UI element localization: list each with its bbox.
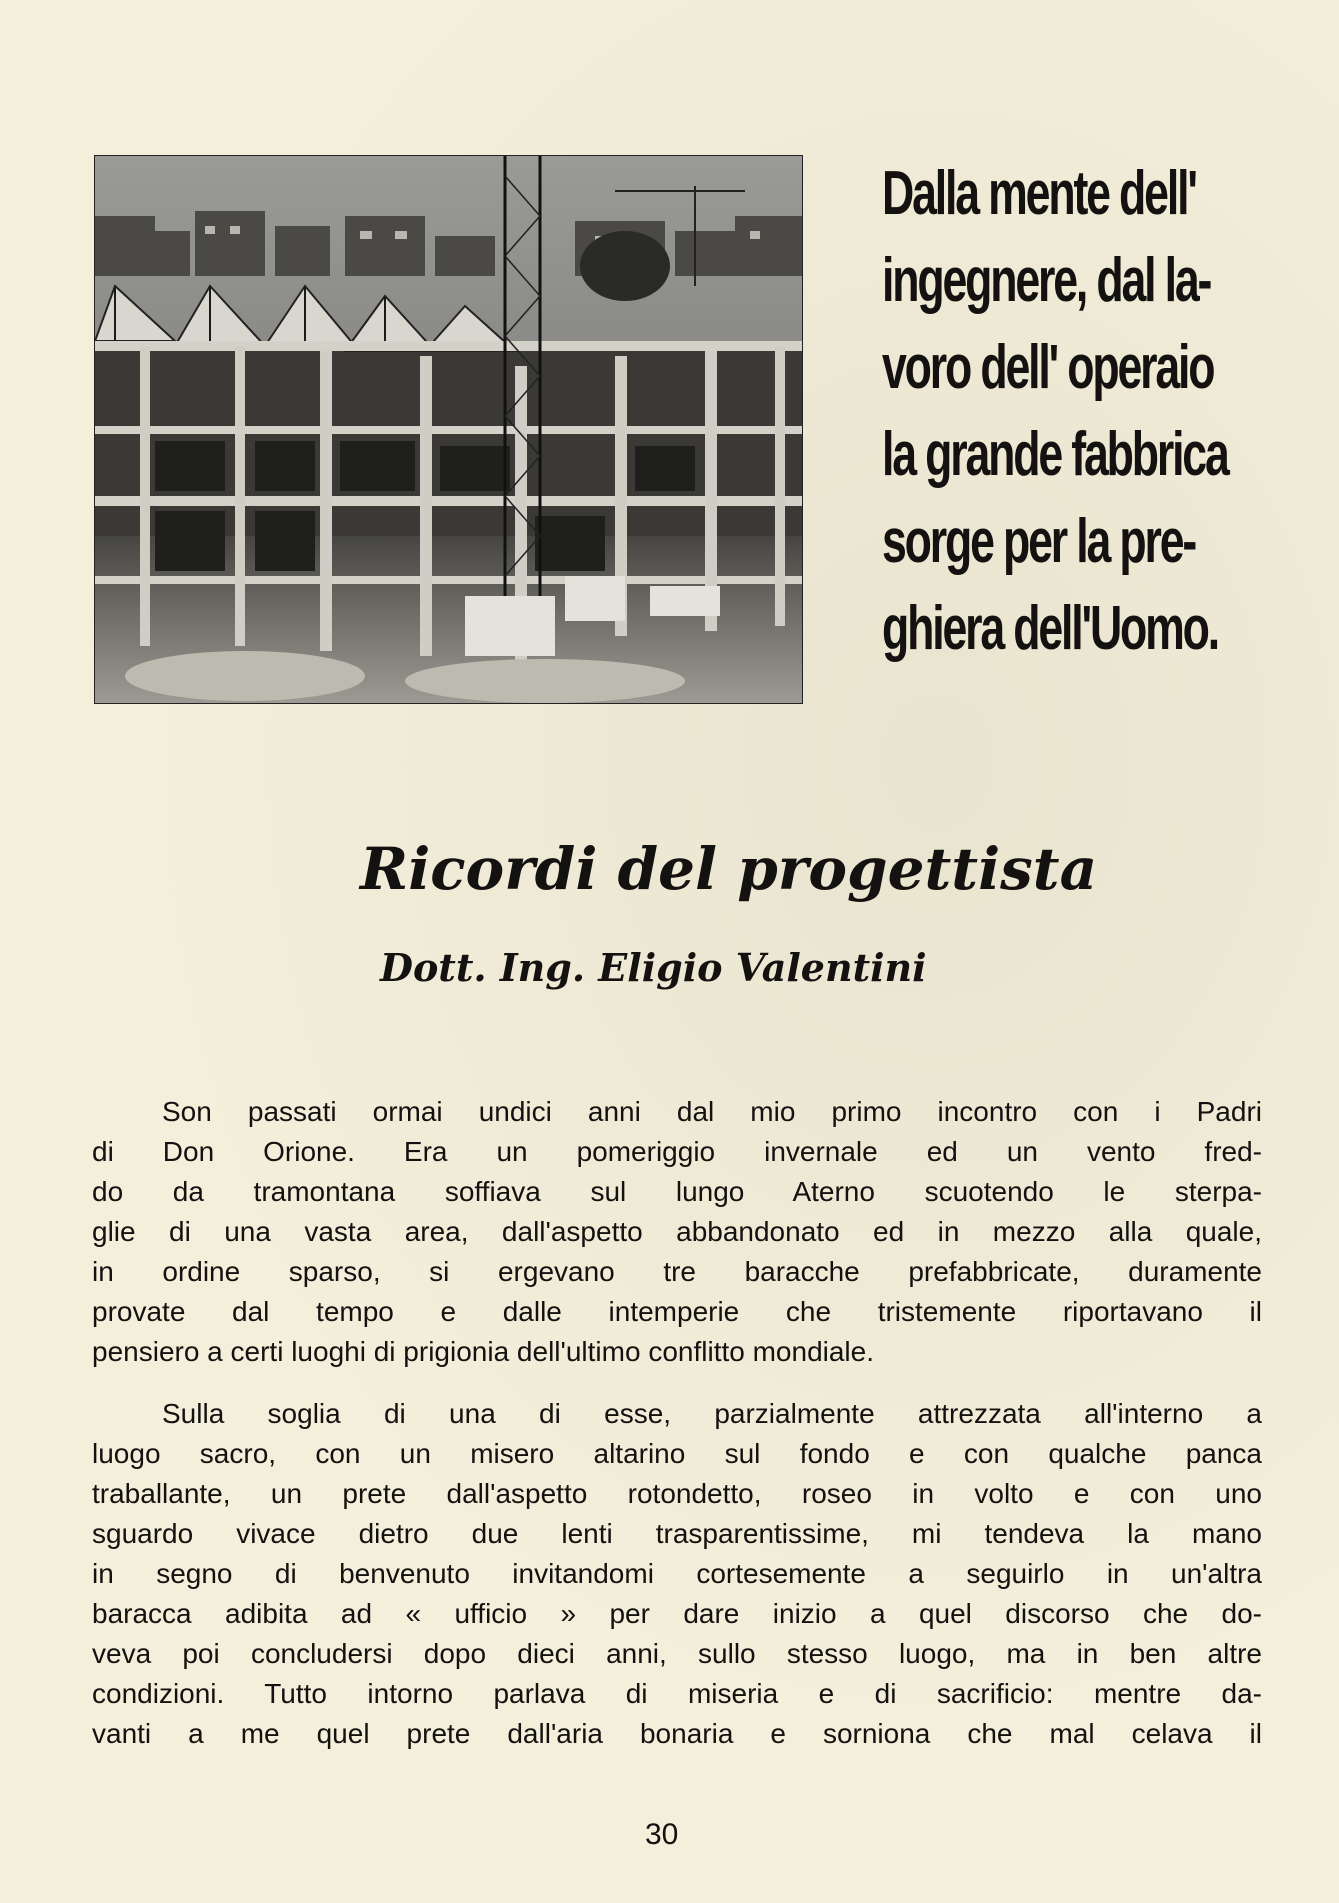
headline-line: Dalla mente dell' xyxy=(882,159,1196,228)
article-title: Ricordi del progettista xyxy=(360,835,1098,903)
page-number: 30 xyxy=(645,1818,679,1851)
text-line: glie di una vasta area, dall'aspetto abbandonato ed in mezzo alla quale, xyxy=(92,1216,1262,1247)
headline xyxy=(882,150,1228,672)
paragraph xyxy=(92,1394,1262,1754)
text-line: Son passati ormai undici anni dal mio primo incontro con i Padri xyxy=(162,1096,1262,1127)
text-line: Sulla soglia di una di esse, parzialmente attrezzata all'interno a xyxy=(162,1398,1262,1429)
construction-photo xyxy=(94,155,803,704)
article-body xyxy=(92,1092,1262,1776)
text-line: traballante, un prete dall'aspetto rotondetto, roseo in volto e con uno xyxy=(92,1478,1262,1509)
text-line: condizioni. Tutto intorno parlava di miseria e di sacrificio: mentre da- xyxy=(92,1678,1262,1709)
headline-line: voro dell' operaio xyxy=(882,333,1214,402)
text-line: pensiero a certi luoghi di prigionia dell'ultimo conflitto mondiale. xyxy=(92,1336,875,1367)
text-line: baracca adibita ad « ufficio » per dare inizio a quel discorso che do- xyxy=(92,1598,1262,1629)
text-line: di Don Orione. Era un pomeriggio invernale ed un vento fred- xyxy=(92,1136,1262,1167)
paragraph xyxy=(92,1092,1262,1372)
text-line: veva poi concludersi dopo dieci anni, sullo stesso luogo, ma in ben altre xyxy=(92,1638,1262,1669)
text-line: in segno di benvenuto invitandomi cortesemente a seguirlo in un'altra xyxy=(92,1558,1262,1589)
text-line: provate dal tempo e dalle intemperie che tristemente riportavano il xyxy=(92,1296,1262,1327)
article-author: Dott. Ing. Eligio Valentini xyxy=(380,945,927,990)
text-line: do da tramontana soffiava sul lungo Aterno scuotendo le sterpa- xyxy=(92,1176,1262,1207)
text-line: luogo sacro, con un misero altarino sul fondo e con qualche panca xyxy=(92,1438,1262,1469)
headline-line: ingegnere, dal la- xyxy=(882,246,1211,315)
text-line: sguardo vivace dietro due lenti trasparentissime, mi tendeva la mano xyxy=(92,1518,1262,1549)
text-line: vanti a me quel prete dall'aria bonaria e sorniona che mal celava il xyxy=(92,1718,1262,1749)
headline-line: sorge per la pre- xyxy=(882,507,1196,576)
headline-line: ghiera dell'Uomo. xyxy=(882,594,1219,663)
text-line: in ordine sparso, si ergevano tre baracche prefabbricate, duramente xyxy=(92,1256,1262,1287)
headline-line: la grande fabbrica xyxy=(882,420,1228,489)
